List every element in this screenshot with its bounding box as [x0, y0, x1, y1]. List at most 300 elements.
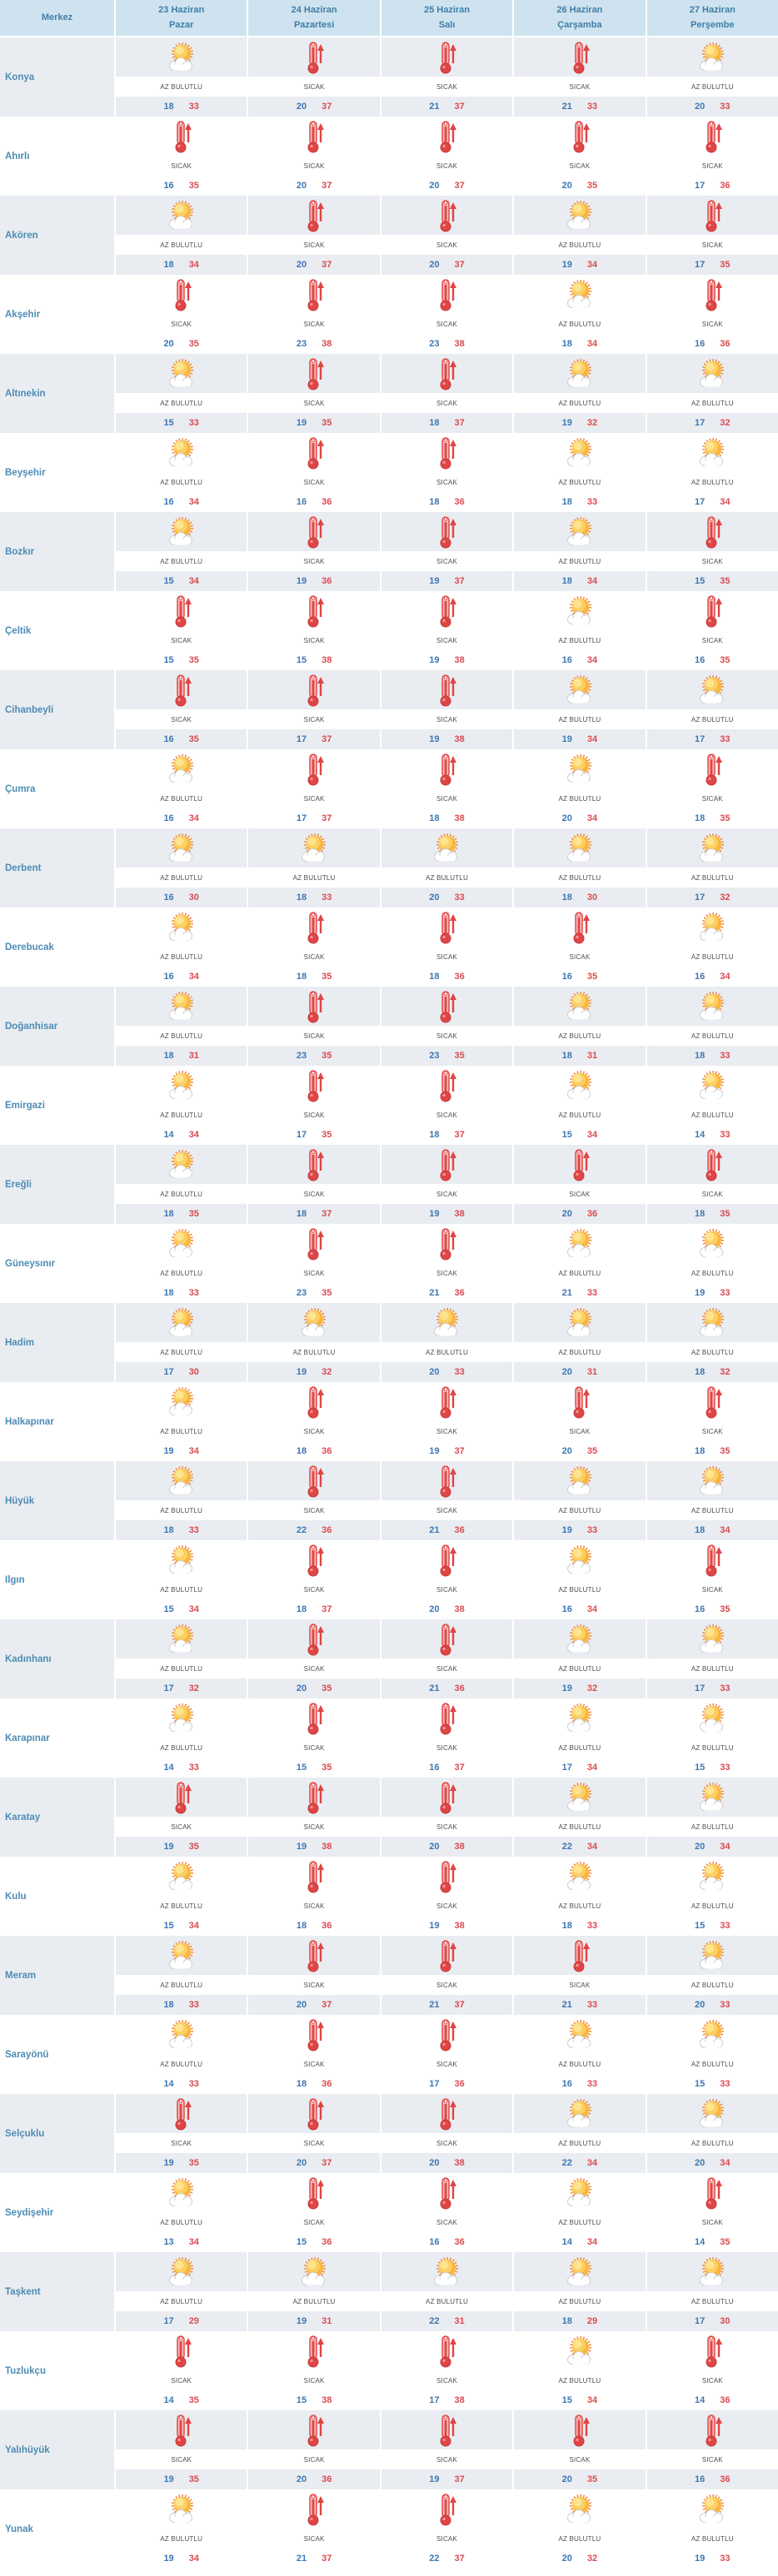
temperature-pair — [382, 2469, 512, 2489]
max-temperature: 36 — [322, 576, 332, 586]
forecast-cell — [382, 2173, 512, 2252]
condition-label: AZ BULUTLU — [116, 1105, 247, 1125]
partly-cloudy-icon — [514, 275, 645, 314]
condition-label: SICAK — [248, 472, 379, 492]
header-weekday: Salı — [438, 19, 456, 30]
condition-label: AZ BULUTLU — [116, 1421, 247, 1441]
hot-thermometer-icon — [116, 591, 247, 630]
forecast-cell — [647, 354, 778, 433]
forecast-cell — [647, 196, 778, 275]
condition-label: SICAK — [382, 472, 512, 492]
forecast-cell — [116, 1778, 247, 1857]
forecast-cell — [382, 987, 512, 1066]
forecast-cell — [248, 196, 379, 275]
hot-thermometer-icon — [382, 2331, 512, 2370]
temperature-pair — [382, 176, 512, 196]
partly-cloudy-icon — [116, 1224, 247, 1263]
district-name: Bozkır — [0, 512, 114, 591]
forecast-cell — [248, 2410, 379, 2489]
temperature-pair — [248, 2311, 379, 2331]
condition-label: SICAK — [382, 1975, 512, 1995]
temperature-pair — [514, 808, 645, 828]
max-temperature: 32 — [720, 893, 731, 903]
min-temperature: 16 — [695, 655, 706, 665]
forecast-cell — [248, 1857, 379, 1936]
condition-label: SICAK — [248, 947, 379, 967]
min-temperature: 21 — [561, 102, 572, 112]
condition-label: SICAK — [248, 2212, 379, 2232]
condition-label: SICAK — [514, 1184, 645, 1204]
condition-label: SICAK — [248, 709, 379, 729]
partly-cloudy-icon — [514, 670, 645, 709]
forecast-cell — [514, 1461, 645, 1540]
district-row — [0, 2094, 778, 2173]
min-temperature: 18 — [695, 1367, 706, 1377]
temperature-pair — [647, 176, 778, 196]
max-temperature: 35 — [586, 972, 598, 982]
partly-cloudy-icon — [116, 908, 247, 947]
temperature-pair — [382, 1916, 512, 1936]
forecast-cell — [514, 1540, 645, 1619]
condition-label: SICAK — [248, 2529, 379, 2549]
hot-thermometer-icon — [248, 2410, 379, 2449]
forecast-cell — [514, 1857, 645, 1936]
temperature-pair — [248, 492, 379, 512]
hot-thermometer-icon — [647, 2173, 778, 2212]
condition-label: SICAK — [382, 1738, 512, 1758]
forecast-cell — [647, 2173, 778, 2252]
forecast-cell — [116, 196, 247, 275]
temperature-pair — [647, 2311, 778, 2331]
condition-label: SICAK — [382, 77, 512, 97]
temperature-pair — [647, 888, 778, 908]
forecast-cell — [647, 749, 778, 828]
forecast-cell — [382, 591, 512, 670]
forecast-cell — [647, 2015, 778, 2094]
min-temperature: 18 — [429, 1130, 440, 1140]
forecast-cell — [116, 1936, 247, 2015]
district-name: Çeltik — [0, 591, 114, 670]
min-temperature: 16 — [429, 1763, 440, 1773]
hot-thermometer-icon — [382, 1066, 512, 1105]
hot-thermometer-icon — [382, 987, 512, 1026]
condition-label: SICAK — [248, 1421, 379, 1441]
max-temperature: 35 — [720, 813, 731, 823]
condition-label: SICAK — [248, 1817, 379, 1837]
forecast-cell — [382, 1540, 512, 1619]
forecast-cell — [382, 2252, 512, 2331]
min-temperature: 20 — [429, 1367, 440, 1377]
temperature-pair — [248, 967, 379, 987]
condition-label: AZ BULUTLU — [647, 2529, 778, 2549]
temperature-pair — [647, 1599, 778, 1619]
district-row — [0, 1936, 778, 2015]
max-temperature: 34 — [586, 1130, 598, 1140]
forecast-cell — [514, 512, 645, 591]
temperature-pair — [647, 1125, 778, 1145]
district-name: Güneysınır — [0, 1224, 114, 1303]
forecast-cell — [647, 117, 778, 196]
condition-label: SICAK — [382, 1817, 512, 1837]
temperature-pair — [248, 2549, 379, 2569]
min-temperature: 16 — [695, 1604, 706, 1614]
partly-cloudy-icon — [116, 1698, 247, 1738]
min-temperature: 19 — [163, 1842, 174, 1852]
hot-thermometer-icon — [248, 1857, 379, 1896]
temperature-pair — [116, 2074, 247, 2094]
hot-thermometer-icon — [382, 2489, 512, 2529]
forecast-cell — [116, 512, 247, 591]
min-temperature: 17 — [296, 1130, 307, 1140]
max-temperature: 35 — [322, 1288, 332, 1298]
temperature-pair — [647, 334, 778, 354]
forecast-cell — [647, 1857, 778, 1936]
min-temperature: 19 — [561, 260, 572, 270]
min-temperature: 15 — [163, 576, 174, 586]
max-temperature: 33 — [454, 893, 465, 903]
temperature-pair — [116, 2469, 247, 2489]
max-temperature: 38 — [454, 813, 465, 823]
temperature-pair — [514, 967, 645, 987]
hot-thermometer-icon — [382, 1619, 512, 1658]
min-temperature: 17 — [695, 497, 706, 507]
max-temperature: 34 — [586, 655, 598, 665]
temperature-pair — [382, 97, 512, 117]
temperature-pair — [116, 1995, 247, 2015]
temperature-pair — [514, 888, 645, 908]
min-temperature: 22 — [296, 1525, 307, 1535]
min-temperature: 16 — [695, 339, 706, 349]
hot-thermometer-icon — [514, 2410, 645, 2449]
forecast-cell — [382, 828, 512, 908]
district-name: Derebucak — [0, 908, 114, 987]
temperature-pair — [248, 888, 379, 908]
min-temperature: 17 — [695, 181, 706, 191]
condition-label: AZ BULUTLU — [647, 709, 778, 729]
condition-label: AZ BULUTLU — [647, 1817, 778, 1837]
max-temperature: 36 — [454, 2237, 465, 2247]
min-temperature: 23 — [296, 1288, 307, 1298]
max-temperature: 33 — [188, 1763, 199, 1773]
temperature-pair — [514, 97, 645, 117]
forecast-cell — [514, 591, 645, 670]
min-temperature: 19 — [163, 2158, 174, 2168]
forecast-cell — [382, 275, 512, 354]
max-temperature: 35 — [188, 2395, 199, 2405]
forecast-cell — [116, 2094, 247, 2173]
min-temperature: 20 — [561, 1446, 572, 1456]
temperature-pair — [382, 2074, 512, 2094]
temperature-pair — [248, 176, 379, 196]
district-name: Kulu — [0, 1857, 114, 1936]
partly-cloudy-icon — [514, 2173, 645, 2212]
hot-thermometer-icon — [382, 2015, 512, 2054]
forecast-cell — [647, 1066, 778, 1145]
temperature-pair — [248, 1283, 379, 1303]
condition-label: AZ BULUTLU — [514, 868, 645, 888]
temperature-pair — [514, 2153, 645, 2173]
partly-cloudy-icon — [514, 591, 645, 630]
max-temperature: 36 — [322, 2474, 332, 2484]
forecast-cell — [514, 1224, 645, 1303]
forecast-cell — [647, 987, 778, 1066]
hot-thermometer-icon — [514, 1382, 645, 1421]
condition-label: AZ BULUTLU — [647, 947, 778, 967]
max-temperature: 33 — [720, 1288, 731, 1298]
min-temperature: 16 — [296, 497, 307, 507]
condition-label: SICAK — [382, 156, 512, 176]
temperature-pair — [116, 1441, 247, 1461]
temperature-pair — [514, 1837, 645, 1857]
max-temperature: 34 — [188, 2554, 199, 2564]
partly-cloudy-icon — [116, 1382, 247, 1421]
partly-cloudy-icon — [647, 828, 778, 868]
district-row — [0, 196, 778, 275]
max-temperature: 30 — [188, 893, 199, 903]
temperature-pair — [647, 571, 778, 591]
temperature-pair — [514, 2390, 645, 2410]
min-temperature: 20 — [695, 2158, 706, 2168]
max-temperature: 35 — [322, 1763, 332, 1773]
min-temperature: 17 — [163, 1683, 174, 1693]
forecast-cell — [382, 196, 512, 275]
hot-thermometer-icon — [248, 987, 379, 1026]
temperature-pair — [248, 1362, 379, 1382]
temperature-pair — [116, 97, 247, 117]
partly-cloudy-icon — [514, 828, 645, 868]
min-temperature: 15 — [695, 2079, 706, 2089]
district-name: Doğanhisar — [0, 987, 114, 1066]
district-row — [0, 1698, 778, 1778]
partly-cloudy-icon — [248, 2252, 379, 2291]
condition-label: SICAK — [382, 709, 512, 729]
temperature-pair — [382, 2390, 512, 2410]
hot-thermometer-icon — [382, 1778, 512, 1817]
condition-label: SICAK — [514, 947, 645, 967]
max-temperature: 36 — [322, 1446, 332, 1456]
forecast-cell — [116, 670, 247, 749]
temperature-pair — [248, 1125, 379, 1145]
condition-label: SICAK — [248, 1263, 379, 1283]
partly-cloudy-icon — [647, 1619, 778, 1658]
hot-thermometer-icon — [248, 1145, 379, 1184]
condition-label: SICAK — [382, 314, 512, 334]
min-temperature: 19 — [429, 2474, 440, 2484]
forecast-cell — [248, 591, 379, 670]
temperature-pair — [382, 571, 512, 591]
hot-thermometer-icon — [382, 1857, 512, 1896]
partly-cloudy-icon — [514, 1857, 645, 1896]
hot-thermometer-icon — [248, 196, 379, 235]
temperature-pair — [116, 255, 247, 275]
min-temperature: 18 — [429, 418, 440, 428]
condition-label: AZ BULUTLU — [514, 788, 645, 808]
hot-thermometer-icon — [248, 354, 379, 393]
forecast-cell — [647, 1540, 778, 1619]
district-name: Meram — [0, 1936, 114, 2015]
temperature-pair — [382, 492, 512, 512]
min-temperature: 20 — [695, 2000, 706, 2010]
min-temperature: 20 — [429, 181, 440, 191]
condition-label: AZ BULUTLU — [647, 868, 778, 888]
condition-label: SICAK — [382, 551, 512, 571]
min-temperature: 17 — [695, 260, 706, 270]
district-row — [0, 433, 778, 512]
max-temperature: 37 — [322, 181, 332, 191]
condition-label: AZ BULUTLU — [116, 77, 247, 97]
condition-label: AZ BULUTLU — [116, 2212, 247, 2232]
temperature-pair — [514, 1362, 645, 1382]
max-temperature: 37 — [322, 734, 332, 744]
temperature-pair — [647, 1916, 778, 1936]
max-temperature: 34 — [720, 497, 731, 507]
max-temperature: 37 — [322, 813, 332, 823]
hot-thermometer-icon — [248, 1224, 379, 1263]
forecast-cell — [248, 1698, 379, 1778]
condition-label: SICAK — [248, 314, 379, 334]
condition-label: AZ BULUTLU — [116, 1184, 247, 1204]
condition-label: AZ BULUTLU — [514, 2529, 645, 2549]
temperature-pair — [382, 2232, 512, 2252]
condition-label: SICAK — [382, 1896, 512, 1916]
max-temperature: 35 — [322, 1130, 332, 1140]
max-temperature: 36 — [454, 1525, 465, 1535]
min-temperature: 23 — [429, 1051, 440, 1061]
min-temperature: 22 — [429, 2316, 440, 2326]
forecast-cell — [647, 1224, 778, 1303]
district-name: Karapınar — [0, 1698, 114, 1778]
partly-cloudy-icon — [514, 1778, 645, 1817]
temperature-pair — [647, 1837, 778, 1857]
min-temperature: 18 — [163, 102, 174, 112]
forecast-cell — [382, 1382, 512, 1461]
forecast-cell — [116, 354, 247, 433]
forecast-cell — [248, 2094, 379, 2173]
max-temperature: 33 — [188, 102, 199, 112]
partly-cloudy-icon — [116, 512, 247, 551]
min-temperature: 19 — [429, 1209, 440, 1219]
partly-cloudy-icon — [647, 1857, 778, 1896]
forecast-cell — [514, 433, 645, 512]
condition-label: SICAK — [382, 1105, 512, 1125]
partly-cloudy-icon — [116, 1619, 247, 1658]
forecast-cell — [116, 1145, 247, 1224]
district-name: Kadınhanı — [0, 1619, 114, 1698]
hot-thermometer-icon — [248, 512, 379, 551]
temperature-pair — [248, 97, 379, 117]
max-temperature: 33 — [720, 1683, 731, 1693]
temperature-pair — [248, 1678, 379, 1698]
district-name: Yalıhüyük — [0, 2410, 114, 2489]
temperature-pair — [116, 1204, 247, 1224]
min-temperature: 14 — [695, 2237, 706, 2247]
min-temperature: 14 — [163, 2395, 174, 2405]
hot-thermometer-icon — [647, 117, 778, 156]
condition-label: SICAK — [382, 2449, 512, 2469]
max-temperature: 34 — [188, 1921, 199, 1931]
max-temperature: 31 — [188, 1051, 199, 1061]
district-name: Tuzlukçu — [0, 2331, 114, 2410]
condition-label: AZ BULUTLU — [116, 1896, 247, 1916]
hot-thermometer-icon — [248, 1066, 379, 1105]
condition-label: SICAK — [248, 1658, 379, 1678]
condition-label: SICAK — [116, 1817, 247, 1837]
temperature-pair — [248, 2469, 379, 2489]
temperature-pair — [647, 1283, 778, 1303]
max-temperature: 33 — [586, 497, 598, 507]
forecast-cell — [647, 828, 778, 908]
max-temperature: 33 — [720, 102, 731, 112]
max-temperature: 35 — [322, 972, 332, 982]
min-temperature: 19 — [561, 1525, 572, 1535]
condition-label: AZ BULUTLU — [116, 472, 247, 492]
header-date: 25 Haziran — [423, 5, 470, 16]
temperature-pair — [647, 255, 778, 275]
condition-label: AZ BULUTLU — [248, 868, 379, 888]
condition-label: SICAK — [647, 2370, 778, 2390]
district-row — [0, 2331, 778, 2410]
hot-thermometer-icon — [382, 512, 512, 551]
header-weekday: Perşembe — [690, 19, 735, 30]
hot-thermometer-icon — [647, 512, 778, 551]
min-temperature: 15 — [695, 576, 706, 586]
temperature-pair — [514, 650, 645, 670]
condition-label: AZ BULUTLU — [514, 1817, 645, 1837]
district-name: Beyşehir — [0, 433, 114, 512]
max-temperature: 38 — [322, 2395, 332, 2405]
condition-label: SICAK — [647, 2449, 778, 2469]
max-temperature: 35 — [720, 1209, 731, 1219]
min-temperature: 17 — [296, 813, 307, 823]
forecast-cell — [647, 2252, 778, 2331]
min-temperature: 15 — [561, 2395, 572, 2405]
condition-label: SICAK — [382, 1026, 512, 1046]
forecast-cell — [382, 117, 512, 196]
partly-cloudy-icon — [116, 1066, 247, 1105]
min-temperature: 15 — [296, 2237, 307, 2247]
condition-label: AZ BULUTLU — [116, 788, 247, 808]
max-temperature: 37 — [454, 2474, 465, 2484]
max-temperature: 33 — [188, 418, 199, 428]
condition-label: AZ BULUTLU — [647, 1026, 778, 1046]
max-temperature: 38 — [454, 1921, 465, 1931]
condition-label: SICAK — [647, 1421, 778, 1441]
partly-cloudy-icon — [647, 1224, 778, 1263]
min-temperature: 19 — [296, 1367, 307, 1377]
max-temperature: 34 — [188, 1604, 199, 1614]
condition-label: SICAK — [248, 788, 379, 808]
temperature-pair — [514, 1441, 645, 1461]
forecast-cell — [382, 1303, 512, 1382]
temperature-pair — [382, 1441, 512, 1461]
district-row — [0, 37, 778, 117]
forecast-cell — [514, 2173, 645, 2252]
condition-label: SICAK — [248, 1738, 379, 1758]
header-date: 27 Haziran — [689, 5, 736, 16]
min-temperature: 16 — [695, 972, 706, 982]
hot-thermometer-icon — [248, 1936, 379, 1975]
partly-cloudy-icon — [647, 2015, 778, 2054]
forecast-cell — [116, 2173, 247, 2252]
temperature-pair — [248, 1441, 379, 1461]
partly-cloudy-icon — [514, 2015, 645, 2054]
condition-label: AZ BULUTLU — [116, 1738, 247, 1758]
hot-thermometer-icon — [514, 908, 645, 947]
temperature-pair — [514, 255, 645, 275]
max-temperature: 35 — [188, 2158, 199, 2168]
condition-label: AZ BULUTLU — [116, 868, 247, 888]
temperature-pair — [647, 1995, 778, 2015]
